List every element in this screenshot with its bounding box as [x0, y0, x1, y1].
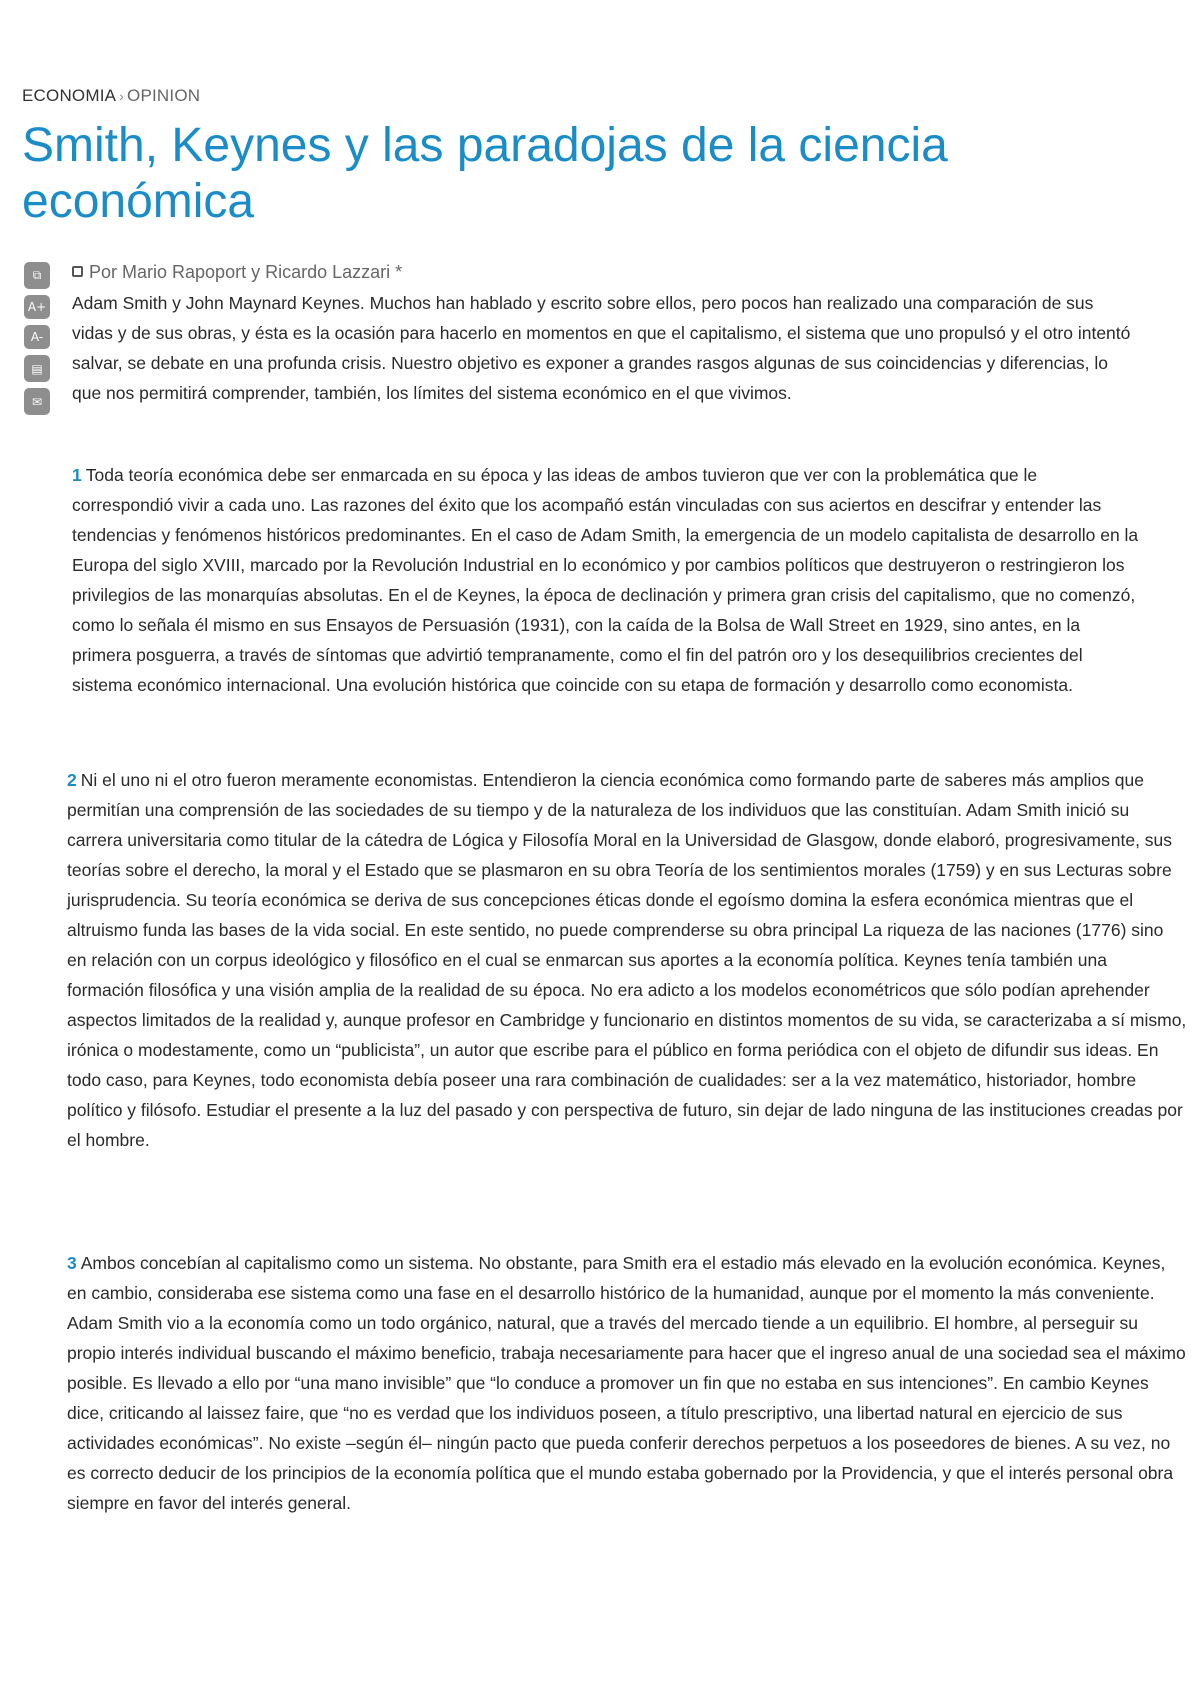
section-text: Ambos concebían al capitalismo como un sistema. No obstante, para Smith era el estadio más elevado en la evolución económica. Keynes, en cambio, consideraba ese sistema como una fase en el desarrollo histórico de la humanidad, aunque por el momento la más conveniente. Adam Smith vio a la economía como un todo orgánico, natural, que a través del mercado tiende a un equilibrio. El hombre, al perseguir su propio interés individual buscando el máximo beneficio, trabaja necesariamente para hacer que el ingreso anual de una sociedad sea el máximo posible. Es llevado a ello por “una mano invisible” que “lo conduce a promover un fin que no estaba en sus intenciones”. En cambio Keynes dice, criticando al laissez faire, que “no es verdad que los individuos poseen, a título prescriptivo, una libertad natural en ejercicio de sus actividades económicas”. No existe –según él– ningún pacto que pueda conferir derechos perpetuos a los poseedores de bienes. A su vez, no es correcto deducir de los principios de la economía política que el mundo estaba gobernado por la Providencia, y que el interés personal obra siempre en favor del interés general. [67, 1253, 1186, 1513]
author-byline [72, 262, 402, 283]
print-button[interactable] [24, 355, 50, 382]
section-text: Toda teoría económica debe ser enmarcada en su época y las ideas de ambos tuvieron que ver con la problemática que le correspondió vivir a cada uno. Las razones del éxito que los acompañó están vinculadas con sus aciertos en descifrar y entender las tendencias y fenómenos históricos predominantes. En el caso de Adam Smith, la emergencia de un modelo capitalista de desarrollo en la Europa del siglo XVIII, marcado por la Revolución Industrial en lo económico y por cambios políticos que destruyeron o restringieron los privilegios de las monarquías absolutas. En el de Keynes, la época de declinación y primera gran crisis del capitalismo, que no comenzó, como lo señala él mismo en sus Ensayos de Persuasión (1931), con la caída de la Bolsa de Wall Street en 1929, sino antes, en la primera posguerra, a través de síntomas que advirtió tempranamente, como el fin del patrón oro y los desequilibrios crecientes del sistema económico internacional. Una evolución histórica que coincide con su etapa de formación y desarrollo como economista. [72, 465, 1139, 695]
increase-font-button[interactable] [24, 295, 50, 319]
article-title: Smith, Keynes y las paradojas de la ciencia económica [22, 119, 948, 228]
article-toolbar [24, 262, 54, 421]
email-icon: ✉ [31, 394, 43, 409]
print-icon: ▤ [31, 361, 43, 376]
article-lead: Adam Smith y John Maynard Keynes. Muchos han hablado y escrito sobre ellos, pero pocos han realizado una comparación de sus vidas y de sus obras, y ésta es la ocasión para hacerlo en momentos en que el capitalismo, el sistema que uno propulsó y el otro intentó salvar, se debate en una profunda crisis. Nuestro objetivo es exponer a grandes rasgos algunas de sus coincidencias y diferencias, lo que nos permitirá comprender, también, los límites del sistema económico en el que vivimos. [72, 293, 1131, 403]
article-section-3 [67, 1248, 1187, 1518]
share-icon: ⧉ [32, 268, 42, 282]
section-text: Ni el uno ni el otro fueron meramente economistas. Entendieron la ciencia económica como formando parte de saberes más amplios que permitían una comprensión de las sociedades de su tiempo y de la naturaleza de los individuos que las constituían. Adam Smith inició su carrera universitaria como titular de la cátedra de Lógica y Filosofía Moral en la Universidad de Glasgow, donde elaboró, progresivamente, sus teorías sobre el derecho, la moral y el Estado que se plasmaron en su obra Teoría de los sentimientos morales (1759) y en sus Lecturas sobre jurisprudencia. Su teoría económica se deriva de sus concepciones éticas donde el egoísmo domina la esfera económica mientras que el altruismo funda las bases de la vida social. En este sentido, no puede comprenderse su obra principal La riqueza de las naciones (1776) sino en relación con un corpus ideológico y filosófico en el cual se enmarcan sus aportes a la economía política. Keynes tenía también una formación filosófica y una visión amplia de la realidad de su época. No era adicto a los modelos econométricos que sólo podían aprehender aspectos limitados de la realidad y, aunque profesor en Cambridge y funcionario en distintos momentos de su vida, se caracterizaba a sí mismo, irónica o modestamente, como un “publicista”, un autor que escribe para el público en forma periódica con el objeto de difundir sus ideas. En todo caso, para Keynes, todo economista debía poseer una rara combinación de cualidades: ser a la vez matemático, historiador, hombre político y filósofo. Estudiar el presente a la luz del pasado y con perspectiva de futuro, sin dejar de lado ninguna de las instituciones creadas por el hombre. [67, 770, 1187, 1150]
decrease-font-button[interactable] [24, 325, 50, 349]
breadcrumb-section-link[interactable]: ECONOMIA [22, 86, 117, 105]
breadcrumb-separator: › [119, 88, 125, 104]
breadcrumb [22, 86, 200, 106]
share-button[interactable] [24, 262, 50, 289]
email-button[interactable] [24, 388, 50, 415]
byline-square-icon [72, 266, 83, 277]
article-section-2 [67, 765, 1187, 1155]
byline-text: Por Mario Rapoport y Ricardo Lazzari * [89, 262, 403, 282]
decrease-font-icon: A- [30, 330, 44, 344]
increase-font-icon: A+ [27, 300, 47, 314]
section-number: 2 [67, 770, 77, 790]
breadcrumb-subsection-link[interactable]: OPINION [127, 86, 201, 105]
article-section-1 [72, 460, 1142, 700]
section-number: 3 [67, 1253, 77, 1273]
section-number: 1 [72, 465, 82, 485]
